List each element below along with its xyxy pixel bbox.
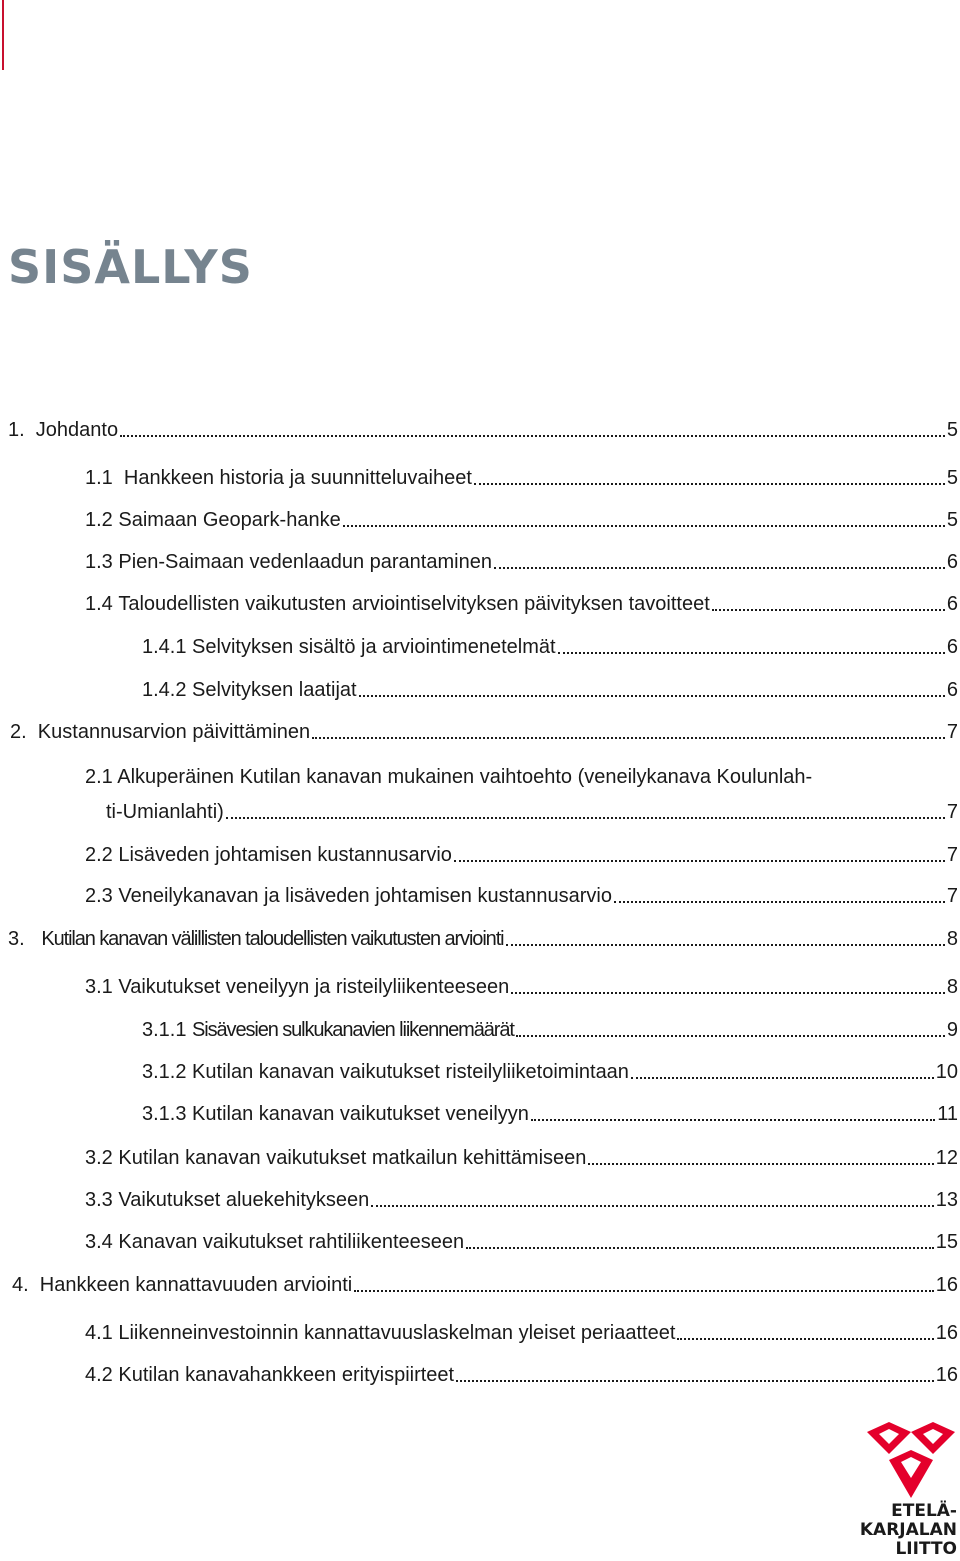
toc-entry-number: 2. <box>10 721 38 743</box>
toc-entry-label: ti-Umianlahti) <box>106 801 224 823</box>
toc-entry[interactable] <box>142 1060 958 1084</box>
toc-entry-number: 3.1.1 <box>142 1019 193 1041</box>
toc-entry-page: 16 <box>935 1364 958 1386</box>
toc-entry-page: 16 <box>935 1274 958 1296</box>
toc-entry-number: 3.1.2 <box>142 1061 193 1083</box>
toc-entry-label: Liikenneinvestoinnin kannattavuuslaskelman yleiset periaatteet <box>118 1322 676 1344</box>
toc-entry-page: 16 <box>935 1322 958 1344</box>
toc-entry[interactable] <box>85 1188 958 1212</box>
toc-entry-page: 5 <box>946 467 958 489</box>
logo-wordmark <box>860 1502 957 1559</box>
toc-entry-page: 5 <box>946 509 958 531</box>
toc-entry-label: Saimaan Geopark-hanke <box>118 509 341 531</box>
toc-entry[interactable] <box>142 1102 958 1126</box>
toc-leader-dots <box>474 483 945 485</box>
toc-entry-number: 3.2 <box>85 1147 119 1169</box>
toc-entry-label: Alkuperäinen Kutilan kanavan mukainen vaihtoehto (veneilykanava Koulunlah- <box>117 766 813 788</box>
logo-text-line: ETELÄ- <box>891 1501 957 1521</box>
toc-leader-dots <box>494 567 945 569</box>
toc-entry-number: 3.1 <box>85 976 119 998</box>
toc-leader-dots <box>359 695 945 697</box>
toc-entry-number: 1.3 <box>85 551 119 573</box>
toc-leader-dots <box>558 652 945 654</box>
toc-entry-page: 6 <box>946 551 958 573</box>
logo-text-line: KARJALAN <box>859 1520 957 1540</box>
toc-leader-dots <box>454 860 945 862</box>
toc-entry[interactable] <box>142 678 958 702</box>
toc-entry-page: 13 <box>935 1189 958 1211</box>
toc-entry[interactable] <box>12 1273 958 1297</box>
toc-entry-page: 7 <box>946 885 958 907</box>
toc-entry-number: 3. <box>8 928 42 950</box>
toc-entry-page: 6 <box>946 679 958 701</box>
toc-entry-label: Kutilan kanavan välillisten taloudellisten vaikutusten arviointi <box>41 928 504 950</box>
toc-leader-dots <box>506 944 945 946</box>
toc-entry-label: Kutilan kanavahankkeen erityispiirteet <box>118 1364 455 1386</box>
toc-leader-dots <box>677 1338 933 1340</box>
toc-entry-number: 1.1 <box>85 467 124 489</box>
toc-entry[interactable] <box>85 1321 958 1345</box>
toc-leader-dots <box>466 1247 934 1249</box>
toc-entry-page: 5 <box>946 419 958 441</box>
toc-entry-number: 1. <box>8 419 36 441</box>
toc-leader-dots <box>511 992 945 994</box>
toc-leader-dots <box>516 1035 945 1037</box>
toc-entry-label: Kustannusarvion päivittäminen <box>37 721 311 743</box>
toc-entry-page: 9 <box>946 1019 958 1041</box>
toc-entry-page: 8 <box>946 928 958 950</box>
etela-karjalan-liitto-logo <box>860 1420 960 1560</box>
toc-entry-label: Vaikutukset aluekehitykseen <box>118 1189 370 1211</box>
toc-entry-label: Lisäveden johtamisen kustannusarvio <box>118 844 452 866</box>
toc-leader-dots <box>456 1380 934 1382</box>
toc-entry-number: 1.4 <box>85 593 119 615</box>
toc-entry-number: 4.2 <box>85 1364 119 1386</box>
toc-leader-dots <box>631 1077 934 1079</box>
toc-entry-label: Kanavan vaikutukset rahtiliikenteeseen <box>118 1231 465 1253</box>
toc-entry[interactable] <box>8 927 958 951</box>
toc-entry-number: 1.4.1 <box>142 636 193 658</box>
toc-entry[interactable] <box>85 466 958 490</box>
toc-entry[interactable] <box>85 884 958 908</box>
toc-entry[interactable] <box>85 592 958 616</box>
toc-entry-label: Vaikutukset veneilyyn ja risteilyliikenteeseen <box>118 976 510 998</box>
toc-entry[interactable] <box>85 1363 958 1387</box>
toc-entry-first-line[interactable] <box>85 765 812 789</box>
toc-leader-dots <box>343 525 945 527</box>
toc-entry-number: 2.1 <box>85 766 118 788</box>
toc-entry-number: 3.3 <box>85 1189 119 1211</box>
toc-entry[interactable] <box>142 1018 958 1042</box>
toc-entry[interactable] <box>85 550 958 574</box>
toc-entry[interactable] <box>85 508 958 532</box>
toc-entry-label: Kutilan kanavan vaikutukset veneilyyn <box>192 1103 529 1125</box>
toc-entry-page: 10 <box>935 1061 958 1083</box>
toc-entry-page: 6 <box>946 593 958 615</box>
toc-leader-dots <box>712 609 945 611</box>
toc-entry-label: Hankkeen historia ja suunnitteluvaiheet <box>123 467 472 489</box>
toc-entry-label: Kutilan kanavan vaikutukset matkailun kehittämiseen <box>118 1147 587 1169</box>
toc-entry-label: Veneilykanavan ja lisäveden johtamisen kustannusarvio <box>118 885 613 907</box>
toc-entry-page: 7 <box>946 721 958 743</box>
toc-entry-label: Kutilan kanavan vaikutukset risteilyliiketoimintaan <box>192 1061 629 1083</box>
toc-entry-label: Hankkeen kannattavuuden arviointi <box>39 1274 353 1296</box>
toc-entry-number: 4. <box>12 1274 40 1296</box>
toc-entry-page: 7 <box>946 801 958 823</box>
toc-entry-number: 1.2 <box>85 509 119 531</box>
toc-entry-label: Pien-Saimaan vedenlaadun parantaminen <box>118 551 492 573</box>
toc-entry[interactable] <box>10 720 958 744</box>
toc-entry-number: 2.2 <box>85 844 119 866</box>
toc-leader-dots <box>614 901 945 903</box>
toc-entry[interactable] <box>85 1230 958 1254</box>
toc-entry-page: 8 <box>946 976 958 998</box>
toc-entry-page: 7 <box>946 844 958 866</box>
toc-entry-label: Johdanto <box>35 419 119 441</box>
toc-entry-page: 6 <box>946 636 958 658</box>
toc-entry[interactable] <box>85 1146 958 1170</box>
toc-leader-dots <box>588 1163 933 1165</box>
toc-leader-dots <box>371 1205 934 1207</box>
toc-entry-number: 1.4.2 <box>142 679 193 701</box>
toc-leader-dots <box>226 817 945 819</box>
toc-entry-page: 12 <box>935 1147 958 1169</box>
toc-entry-number: 3.1.3 <box>142 1103 193 1125</box>
toc-leader-dots <box>531 1119 935 1121</box>
toc-entry-number: 2.3 <box>85 885 119 907</box>
toc-entry[interactable] <box>142 635 958 659</box>
toc-entry[interactable] <box>85 975 958 999</box>
toc-entry-label: Selvityksen sisältö ja arviointimenetelmät <box>192 636 556 658</box>
toc-leader-dots <box>120 435 945 437</box>
toc-entry-label: Selvityksen laatijat <box>192 679 357 701</box>
toc-entry-label: Taloudellisten vaikutusten arviointiselvityksen päivityksen tavoitteet <box>118 593 710 615</box>
page-title: SISÄLLYS <box>8 240 253 294</box>
toc-leader-dots <box>312 737 945 739</box>
logo-text-line: LIITTO <box>895 1539 957 1559</box>
toc-entry-label: Sisävesien sulkukanavien liikennemäärät <box>192 1019 514 1041</box>
toc-entry[interactable] <box>8 418 958 442</box>
toc-entry[interactable] <box>85 843 958 867</box>
toc-entry-page: 15 <box>935 1231 958 1253</box>
toc-entry-number: 3.4 <box>85 1231 119 1253</box>
logo-emblem-icon <box>865 1420 957 1502</box>
toc-entry-number: 4.1 <box>85 1322 119 1344</box>
toc-leader-dots <box>354 1290 934 1292</box>
toc-entry-page: 11 <box>937 1103 958 1125</box>
toc-entry-continuation[interactable] <box>106 800 958 824</box>
